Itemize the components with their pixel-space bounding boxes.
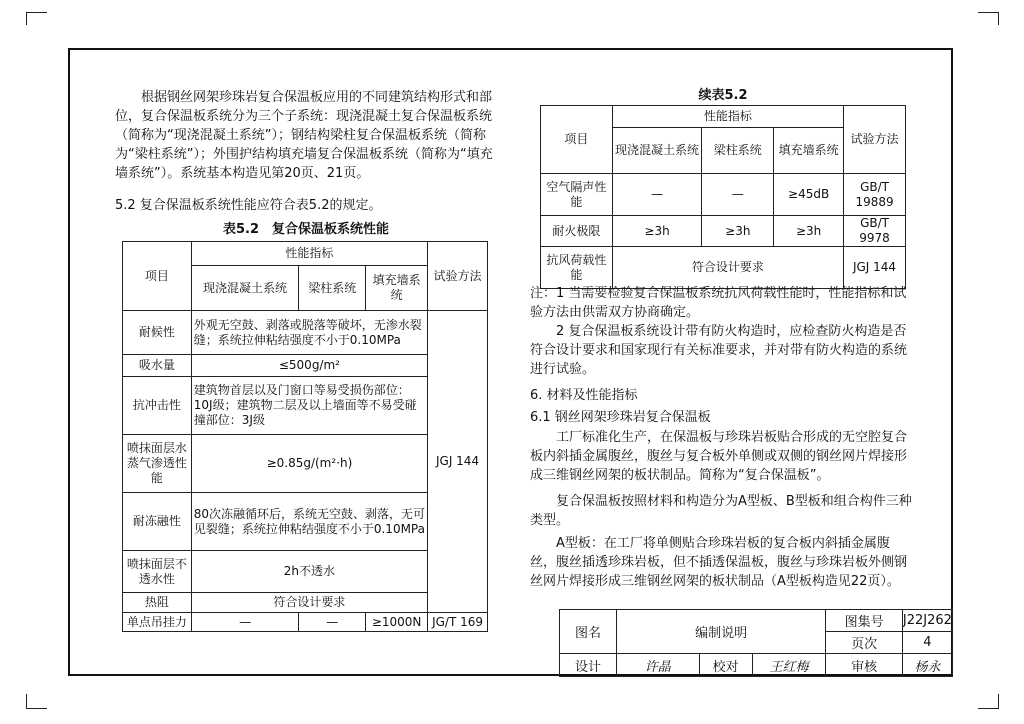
row-value: — — [191, 613, 299, 632]
th-test-method: 试验方法 — [428, 242, 488, 311]
row-value: ≥3h — [774, 216, 844, 247]
table-5-2-continued — [540, 105, 906, 289]
atlas-no: J22J262 — [902, 610, 952, 632]
row-item: 喷抹面层水蒸气渗透性能 — [123, 435, 192, 493]
method-cell: JG/T 169 — [428, 613, 488, 632]
section-6-1-para-2: 复合保温板按照材料和构造分为A型板、B型板和组合构件三种类型。 — [530, 494, 912, 528]
row-value: ≥1000N — [366, 613, 428, 632]
atlas-no-label: 图集号 — [826, 610, 903, 632]
row-value: 2h不透水 — [191, 551, 427, 593]
crop-mark-bottom-right — [978, 694, 999, 709]
th-performance: 性能指标 — [191, 242, 427, 266]
th-infill-wall-system: 填充墙系统 — [366, 266, 428, 311]
intro-paragraph: 根据钢丝网架珍珠岩复合保温板应用的不同建筑结构形式和部位，复合保温板系统分为三个子系统：现浇混凝土复合保温板系统（简称为“现浇混凝土系统”）；钢结构梁柱复合保温板系统（简称为“梁柱系统”）；外围护结构填充墙复合保温板系统（简称为“填充墙系统”）。系统基本构造见第20页、21页。 — [115, 90, 493, 181]
title-block — [559, 609, 953, 677]
method-cell: JGJ 144 — [428, 311, 488, 613]
row-value: ≥3h — [702, 216, 774, 247]
drawing-title: 编制说明 — [617, 610, 826, 654]
section-6-1-para-1: 工厂标准化生产，在保温板与珍珠岩板贴合形成的无空腔复合板内斜插金属腹丝，腹丝与复合板外单侧或双侧的钢丝网片焊接形成三维钢丝网架的板状制品。简称为“复合保温板”。 — [530, 430, 908, 483]
th-performance: 性能指标 — [612, 106, 843, 128]
row-value: — — [299, 613, 366, 632]
row-value: 符合设计要求 — [191, 593, 427, 613]
row-item: 抗冲击性 — [123, 377, 192, 435]
row-item: 抗风荷载性能 — [541, 247, 613, 289]
row-value: 建筑物首层以及门窗口等易受损伤部位：10J级；建筑物二层及以上墙面等不易受碰撞部位：3J级 — [191, 377, 427, 435]
row-value: ≥0.85g/(m²·h) — [191, 435, 427, 493]
check-signature: 王红梅 — [752, 654, 826, 677]
th-concrete-system: 现浇混凝土系统 — [612, 128, 702, 174]
crop-mark-bottom-left — [26, 694, 47, 709]
crop-mark-top-left — [26, 12, 47, 25]
th-item: 项目 — [541, 106, 613, 174]
th-beam-column-system: 梁柱系统 — [702, 128, 774, 174]
check-label: 校对 — [699, 654, 752, 677]
review-label: 审核 — [826, 654, 903, 677]
row-item: 热阻 — [123, 593, 192, 613]
row-value: — — [702, 174, 774, 216]
continued-table-caption: 续表5.2 — [698, 88, 748, 103]
row-value: ≤500g/m² — [191, 355, 427, 377]
clause-5-2: 5.2 复合保温板系统性能应符合表5.2的规定。 — [115, 198, 382, 213]
title-label: 图名 — [560, 610, 617, 654]
row-value: 80次冻融循环后，系统无空鼓、剥落，无可见裂缝；系统拉伸粘结强度不小于0.10MPa — [191, 493, 427, 551]
row-value: 外观无空鼓、剥落或脱落等破坏，无渗水裂缝；系统拉伸粘结强度不小于0.10MPa — [191, 311, 427, 355]
method-cell: GB/T 9978 — [844, 216, 906, 247]
th-item: 项目 — [123, 242, 192, 311]
row-item: 耐火极限 — [541, 216, 613, 247]
crop-mark-top-right — [978, 12, 999, 25]
table-5-2 — [122, 241, 488, 632]
review-signature: 杨永 — [902, 654, 952, 677]
row-value: 符合设计要求 — [612, 247, 843, 289]
row-value: — — [612, 174, 702, 216]
note-1: 注：1 当需要检验复合保温板系统抗风荷载性能时，性能指标和试验方法由供需双方协商确定。 — [530, 286, 907, 320]
row-item: 耐候性 — [123, 311, 192, 355]
page-label: 页次 — [826, 632, 903, 654]
row-item: 空气隔声性能 — [541, 174, 613, 216]
section-6-1-heading: 6.1 钢丝网架珍珠岩复合保温板 — [530, 410, 711, 425]
th-beam-column-system: 梁柱系统 — [299, 266, 366, 311]
th-test-method: 试验方法 — [844, 106, 906, 174]
method-cell: JGJ 144 — [844, 247, 906, 289]
note-2: 2 复合保温板系统设计带有防火构造时，应检查防火构造是否符合设计要求和国家现行有关标准要求，并对带有防火构造的系统进行试验。 — [530, 324, 908, 377]
section-6-1-para-3: A型板：在工厂将单侧贴合珍珠岩板的复合板内斜插金属腹丝，腹丝插透珍珠岩板，但不插透保温板，腹丝与珍珠岩板外侧钢丝网片焊接形成三维钢丝网架的板状制品（A型板构造见22页）。 — [530, 536, 908, 589]
row-item: 耐冻融性 — [123, 493, 192, 551]
th-infill-wall-system: 填充墙系统 — [774, 128, 844, 174]
row-item: 吸水量 — [123, 355, 192, 377]
table-5-2-caption: 表5.2 复合保温板系统性能 — [222, 222, 390, 237]
row-item: 喷抹面层不透水性 — [123, 551, 192, 593]
th-concrete-system: 现浇混凝土系统 — [191, 266, 299, 311]
row-value: ≥45dB — [774, 174, 844, 216]
design-signature: 许晶 — [617, 654, 699, 677]
page-no: 4 — [902, 632, 952, 654]
row-item: 单点吊挂力 — [123, 613, 192, 632]
method-cell: GB/T 19889 — [844, 174, 906, 216]
section-6-heading: 6. 材料及性能指标 — [530, 388, 638, 403]
design-label: 设计 — [560, 654, 617, 677]
row-value: ≥3h — [612, 216, 702, 247]
